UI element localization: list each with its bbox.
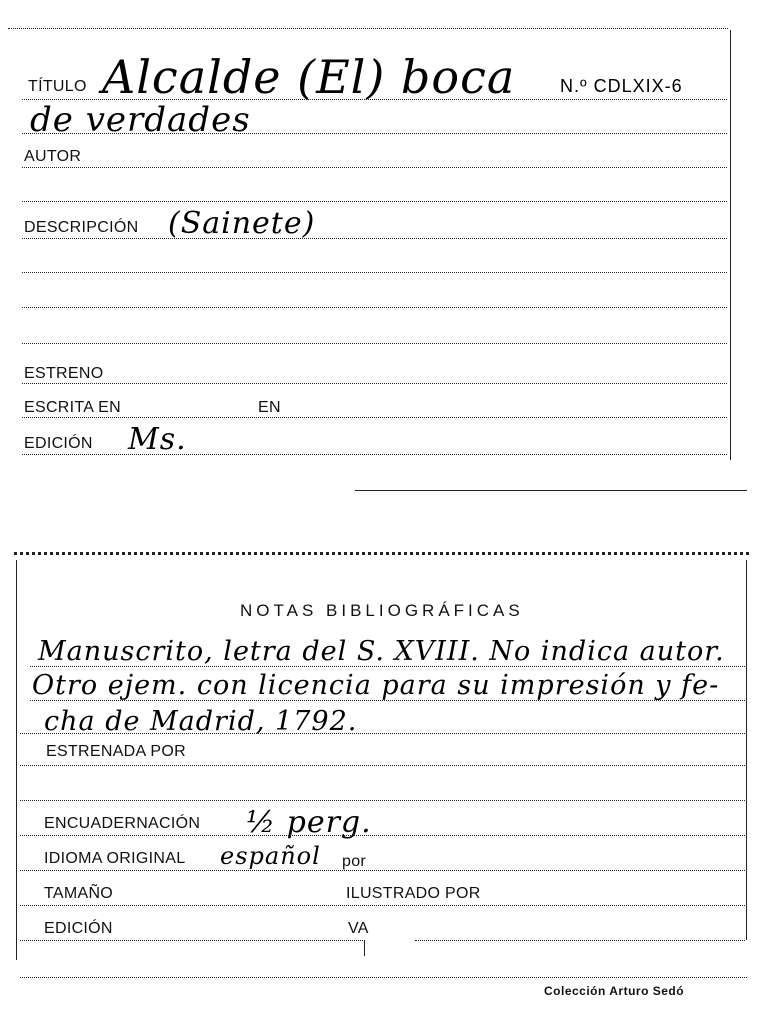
en-label: EN [258, 399, 281, 416]
inner-box-left [364, 940, 365, 956]
encuadernacion-label: ENCUADERNACIÓN [44, 815, 201, 832]
estreno-label: ESTRENO [24, 365, 104, 382]
ilustrado-por-label: ILUSTRADO POR [346, 885, 481, 902]
bottom-card-top-edge [14, 552, 749, 555]
bottom-card-bottom-edge [20, 977, 747, 978]
por-label: por [342, 853, 367, 870]
notas-heading: NOTAS BIBLIOGRÁFICAS [240, 601, 524, 620]
tamano-label: TAMAÑO [44, 885, 114, 902]
idioma-handwritten: español [220, 842, 321, 870]
edicion-label-bottom: EDICIÓN [44, 920, 113, 937]
notes-line-2-rule [30, 700, 745, 701]
autor-line [22, 167, 727, 168]
notes-line-3-rule [20, 733, 745, 734]
estrenada-por-label: ESTRENADA POR [46, 743, 186, 760]
escrita-en-label: ESCRITA EN [24, 399, 121, 416]
descripcion-handwritten: (Sainete) [168, 206, 316, 241]
top-card-bottom-edge [355, 490, 747, 491]
notes-line-3: cha de Madrid, 1792. [44, 706, 358, 737]
notes-line-2: Otro ejem. con licencia para su impresión y fe- [32, 670, 720, 701]
edicion-handwritten: Ms. [128, 422, 187, 457]
autor-line-2 [22, 201, 727, 202]
idioma-line [20, 870, 745, 871]
edicion-line-bottom [20, 940, 365, 941]
encuadernacion-handwritten: ½ perg. [246, 805, 372, 840]
titulo-handwritten-line1: Alcalde (El) boca [102, 50, 516, 104]
edicion-line-top [22, 454, 727, 455]
descripcion-line [22, 238, 727, 239]
escrita-en-line [22, 417, 727, 418]
idioma-original-label: IDIOMA ORIGINAL [44, 850, 186, 867]
descripcion-line-2 [22, 272, 727, 273]
autor-label: AUTOR [24, 148, 82, 165]
edicion-line-bottom-right [415, 940, 745, 941]
titulo-label: TÍTULO [28, 78, 87, 95]
top-card-top-edge [8, 28, 728, 29]
titulo-line-2 [22, 133, 727, 134]
bottom-card-left-edge [16, 560, 17, 960]
estrenada-por-line-2 [20, 800, 745, 801]
estrenada-por-line [20, 765, 745, 766]
descripcion-line-4 [22, 343, 727, 344]
tamano-line [20, 905, 745, 906]
va-label: VA [348, 920, 369, 937]
bottom-card-right-edge [746, 560, 747, 940]
descripcion-line-3 [22, 307, 727, 308]
encuadernacion-line [20, 835, 745, 836]
top-card-right-edge [730, 30, 731, 460]
descripcion-label: DESCRIPCIÓN [24, 219, 139, 236]
notes-line-1: Manuscrito, letra del S. XVIII. No indica autor. [38, 636, 725, 667]
catalog-number: N.º CDLXIX-6 [560, 76, 683, 96]
collection-footer: Colección Arturo Sedó [544, 984, 685, 998]
titulo-handwritten-line2: de verdades [30, 100, 251, 140]
estreno-line [22, 383, 727, 384]
notes-line-1-rule [30, 666, 745, 667]
edicion-label-top: EDICIÓN [24, 435, 93, 452]
